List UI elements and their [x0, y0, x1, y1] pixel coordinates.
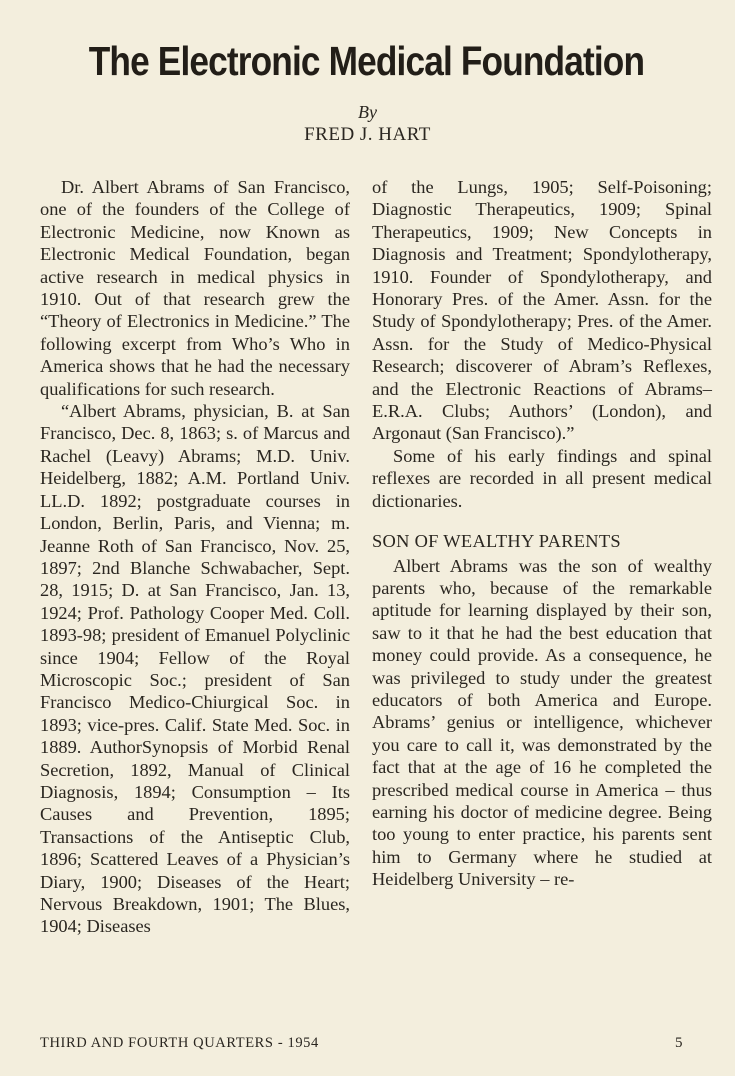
- right-column: [372, 176, 712, 891]
- article-title: The Electronic Medical Foundation: [88, 38, 645, 84]
- footer-issue: THIRD AND FOURTH QUARTERS - 1954: [40, 1035, 319, 1051]
- author-name: FRED J. HART: [304, 124, 431, 145]
- section-heading: SON OF WEALTHY PARENTS: [372, 531, 621, 552]
- left-column: [40, 176, 350, 938]
- paragraph-excerpt-continued: of the Lungs, 1905; Self-Poisoning; Diagnostic Therapeutics, 1909; Spinal Therapeutics, 1909; New Concepts in Diagnosis and Treatment; Spondylotherapy, 1910. Founder of Spondylotherapy, and Honorary Pres. of the Amer. Assn. for the Study of Spondylotherapy; Pres. of the Amer. Assn. for the Study of Medico-Physical Research; discoverer of Abram’s Reflexes, and the Electronic Reactions of Abrams–E.R.A. Clubs; Authors’ (London), and Argonaut (San Francisco).”: [372, 177, 712, 444]
- paragraph-wealthy-parents: Albert Abrams was the son of wealthy parents who, because of the remarkable aptitude for learning displayed by their son, saw to it that he had the best education that money could provide. As a consequence, he was privileged to study under the greatest educators of both America and Europe. Abrams’ genius or intelligence, whichever you care to call it, was demonstrated by the fact that at the age of 16 he completed the prescribed medical course in America – thus earning his doctor of medicine degree. Being too young to enter practice, his parents sent him to Germany where he studied at Heidelberg University – re-: [372, 555, 712, 890]
- byline-prefix: By: [358, 102, 377, 122]
- paragraph-early-findings: Some of his early findings and spinal reflexes are recorded in all present medical dictionaries.: [372, 445, 712, 511]
- paragraph-intro: Dr. Albert Abrams of San Francisco, one of the founders of the College of Electronic Medicine, now Known as Electronic Medical Foundation, began active research in medical physics in 1910. Out of that research grew the “Theory of Electronics in Medicine.” The following excerpt from Who’s Who in America shows that he had the necessary qualifications for such research.: [40, 177, 350, 399]
- paragraph-whos-who-excerpt: “Albert Abrams, physician, B. at San Francisco, Dec. 8, 1863; s. of Marcus and Rachel (Leavy) Abrams; M.D. Univ. Heidelberg, 1882; A.M. Portland Univ. LL.D. 1892; postgraduate courses in London, Berlin, Paris, and Vienna; m. Jeanne Roth of San Francisco, Nov. 25, 1897; 2nd Blanche Schwabacher, Sept. 28, 1915; D. at San Francisco, Jan. 13, 1924; Prof. Pathology Cooper Med. Coll. 1893-98; president of Emanuel Polyclinic since 1904; Fellow of the Royal Microscopic Soc.; president of San Francisco Medico-Chiurgical Soc. in 1893; vice-pres. Calif. State Med. Soc. in 1889. AuthorSynopsis of Morbid Renal Secretion, 1892, Manual of Clinical Diagnosis, 1894; Consumption – Its Causes and Prevention, 1895; Transactions of the Antiseptic Club, 1896; Scattered Leaves of a Physician’s Diary, 1900; Diseases of the Heart; Nervous Breakdown, 1901; The Blues, 1904; Diseases: [40, 401, 350, 937]
- page-number: 5: [675, 1035, 683, 1051]
